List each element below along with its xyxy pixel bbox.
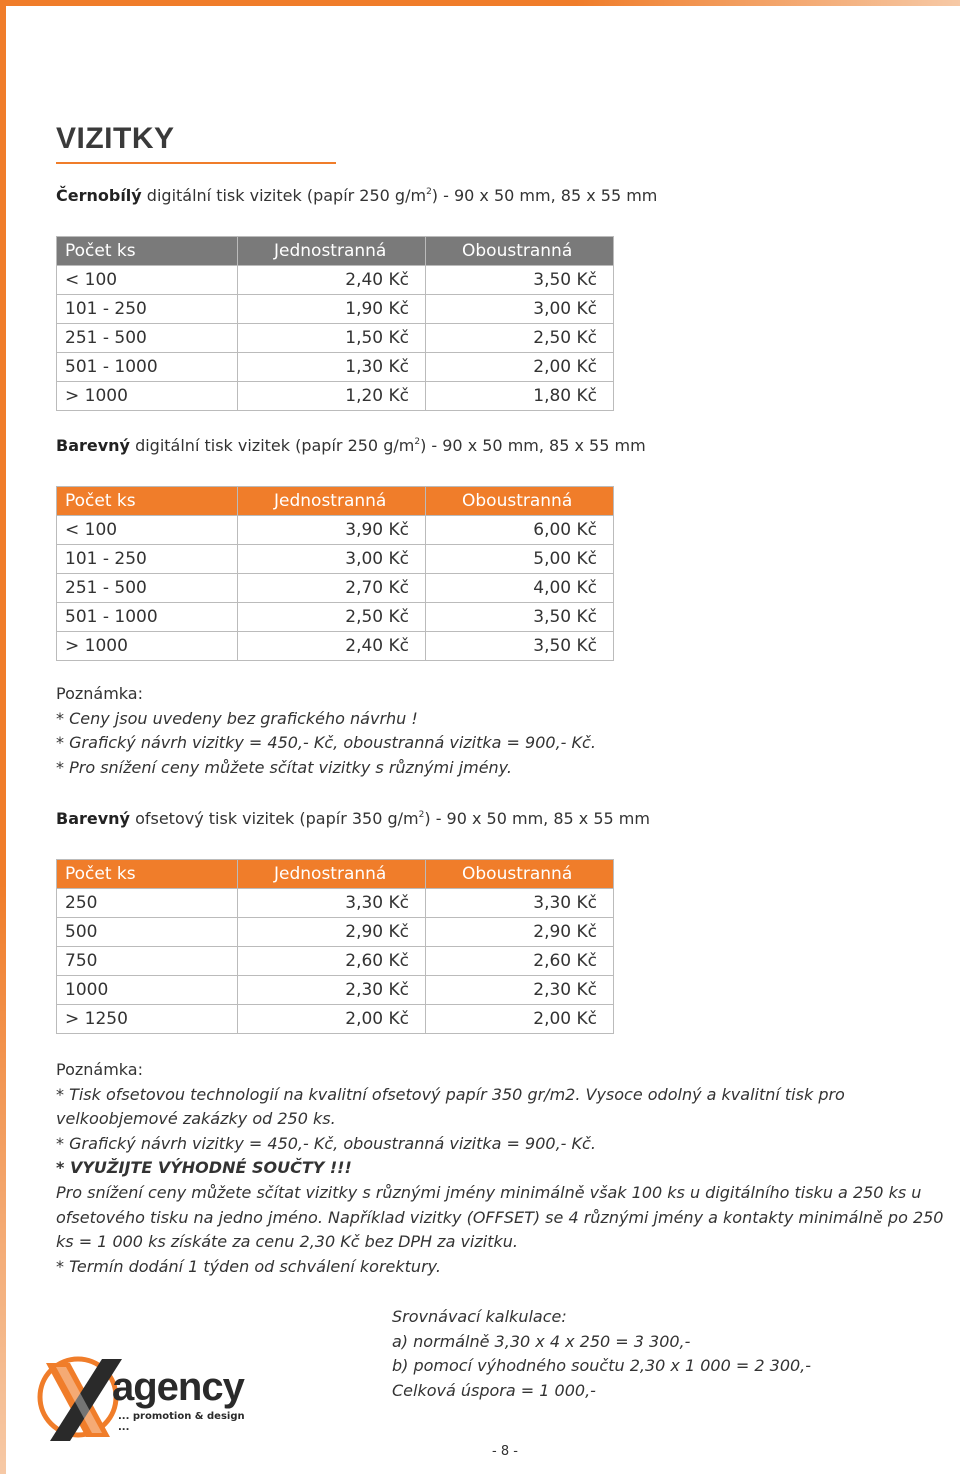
logo-wordmark: agency — [112, 1365, 244, 1409]
column-header-quantity: Počet ks — [57, 487, 238, 516]
price-cell: 5,00 Kč — [426, 545, 614, 574]
comparison-line-b: b) pomocí výhodného součtu 2,30 x 1 000 = 2 300,- — [392, 1356, 812, 1376]
column-header-double-sided: Oboustranná — [426, 860, 614, 889]
comparison-total: Celková úspora = 1 000,- — [392, 1380, 596, 1400]
table-row — [57, 603, 614, 632]
price-cell: 2,90 Kč — [426, 918, 614, 947]
column-header-single-sided: Jednostranná — [238, 487, 426, 516]
note-line: * Grafický návrh vizitky = 450,- Kč, oboustranná vizitka = 900,- Kč. — [56, 733, 596, 753]
quantity-cell: > 1250 — [57, 1005, 238, 1034]
quantity-cell: 500 — [57, 918, 238, 947]
notes-color-digital — [56, 682, 946, 780]
page-number: - 8 - — [492, 1444, 518, 1459]
price-cell: 2,90 Kč — [238, 918, 426, 947]
table-row — [57, 976, 614, 1005]
left-accent-bar — [0, 0, 6, 1474]
quantity-cell: 251 - 500 — [57, 324, 238, 353]
price-cell: 1,30 Kč — [238, 353, 426, 382]
price-table-color-offset — [56, 859, 614, 1034]
price-cell: 3,00 Kč — [426, 295, 614, 324]
top-accent-bar — [0, 0, 960, 6]
note-highlight: * VYUŽIJTE VÝHODNÉ SOUČTY !!! — [56, 1158, 352, 1178]
logo-tagline: ... promotion & design ... — [118, 1411, 245, 1433]
table-row — [57, 324, 614, 353]
price-table-bw — [56, 236, 614, 411]
quantity-cell: 101 - 250 — [57, 545, 238, 574]
table-row — [57, 632, 614, 661]
quantity-cell: 251 - 500 — [57, 574, 238, 603]
quantity-cell: < 100 — [57, 516, 238, 545]
table-row — [57, 545, 614, 574]
table-row — [57, 353, 614, 382]
table-row — [57, 574, 614, 603]
price-cell: 3,50 Kč — [426, 266, 614, 295]
price-cell: 2,00 Kč — [238, 1005, 426, 1034]
price-cell: 6,00 Kč — [426, 516, 614, 545]
column-header-single-sided: Jednostranná — [238, 860, 426, 889]
note-label: Poznámka: — [56, 684, 143, 703]
price-cell: 2,60 Kč — [238, 947, 426, 976]
price-cell: 1,50 Kč — [238, 324, 426, 353]
quantity-cell: 250 — [57, 889, 238, 918]
price-cell: 3,00 Kč — [238, 545, 426, 574]
note-line: * Tisk ofsetovou technologií na kvalitní ofsetový papír 350 gr/m2. Vysoce odolný a kvalitní tisk pro velkoobjemové zakázky od 250 ks. — [56, 1084, 845, 1129]
quantity-cell: 1000 — [57, 976, 238, 1005]
quantity-cell: < 100 — [57, 266, 238, 295]
table-row — [57, 889, 614, 918]
column-header-quantity: Počet ks — [57, 860, 238, 889]
price-cell: 2,40 Kč — [238, 632, 426, 661]
price-cell: 2,50 Kč — [238, 603, 426, 632]
note-line: * Pro snížení ceny můžete sčítat vizitky s různými jmény. — [56, 757, 512, 777]
table-row — [57, 1005, 614, 1034]
price-cell: 2,00 Kč — [426, 353, 614, 382]
price-cell: 4,00 Kč — [426, 574, 614, 603]
section-bw-heading: Černobílý digitální tisk vizitek (papír 250 $g/m^2) - 90$ x 50 mm, 85 x 55 mm — [56, 186, 658, 205]
note-line: * Grafický návrh vizitky = 450,- Kč, oboustranná vizitka = 900,- Kč. — [56, 1133, 596, 1153]
price-table-color-digital — [56, 486, 614, 661]
title-underline — [56, 162, 336, 164]
column-header-single-sided: Jednostranná — [238, 237, 426, 266]
column-header-quantity: Počet ks — [57, 237, 238, 266]
comparison-title: Srovnávací kalkulace: — [392, 1307, 567, 1326]
table-row — [57, 295, 614, 324]
note-line: Pro snížení ceny můžete sčítat vizitky s různými jmény minimálně však 100 ks u digitálního tisku a 250 ks u ofsetového tisku na jedno jméno. Například vizitky (OFFSET) se 4 různými jmény a kontakty minimálně po 250 ks = 1 000 ks získáte za cenu 2,30 Kč bez DPH za vizitku. — [56, 1182, 944, 1252]
quantity-cell: 101 - 250 — [57, 295, 238, 324]
quantity-cell: 750 — [57, 947, 238, 976]
page-title: VIZITKY — [56, 122, 175, 155]
comparison-line-a: a) normálně 3,30 x 4 x 250 = 3 300,- — [392, 1331, 691, 1351]
quantity-cell: > 1000 — [57, 382, 238, 411]
quantity-cell: 501 - 1000 — [57, 353, 238, 382]
table-row — [57, 516, 614, 545]
table-row — [57, 918, 614, 947]
note-line: * Ceny jsou uvedeny bez grafického návrhu ! — [56, 708, 418, 728]
column-header-double-sided: Oboustranná — [426, 487, 614, 516]
price-cell: 2,00 Kč — [426, 1005, 614, 1034]
price-cell: 3,50 Kč — [426, 632, 614, 661]
price-cell: 3,50 Kč — [426, 603, 614, 632]
quantity-cell: 501 - 1000 — [57, 603, 238, 632]
column-header-double-sided: Oboustranná — [426, 237, 614, 266]
price-cell: 2,70 Kč — [238, 574, 426, 603]
quantity-cell: > 1000 — [57, 632, 238, 661]
company-logo — [36, 1345, 251, 1450]
price-cell: 2,50 Kč — [426, 324, 614, 353]
section-color-offset-heading: Barevný ofsetový tisk vizitek (papír 350 $g/m^2) - 90$ x 50 mm, 85 x 55 mm — [56, 809, 650, 828]
price-cell: 3,30 Kč — [426, 889, 614, 918]
price-cell: 2,30 Kč — [238, 976, 426, 1005]
price-cell: 3,90 Kč — [238, 516, 426, 545]
price-cell: 1,80 Kč — [426, 382, 614, 411]
table-header-row — [57, 487, 614, 516]
price-cell: 2,30 Kč — [426, 976, 614, 1005]
note-label: Poznámka: — [56, 1060, 143, 1079]
notes-color-offset — [56, 1058, 946, 1279]
price-cell: 2,40 Kč — [238, 266, 426, 295]
section-color-digital-heading: Barevný digitální tisk vizitek (papír 250 $g/m^2) - 90$ x 50 mm, 85 x 55 mm — [56, 436, 646, 455]
comparison-calculation — [392, 1305, 811, 1403]
price-cell: 1,20 Kč — [238, 382, 426, 411]
table-header-row — [57, 860, 614, 889]
price-cell: 3,30 Kč — [238, 889, 426, 918]
table-row — [57, 266, 614, 295]
note-line: * Termín dodání 1 týden od schválení korektury. — [56, 1256, 441, 1276]
table-row — [57, 947, 614, 976]
price-cell: 1,90 Kč — [238, 295, 426, 324]
price-cell: 2,60 Kč — [426, 947, 614, 976]
table-header-row — [57, 237, 614, 266]
table-row — [57, 382, 614, 411]
